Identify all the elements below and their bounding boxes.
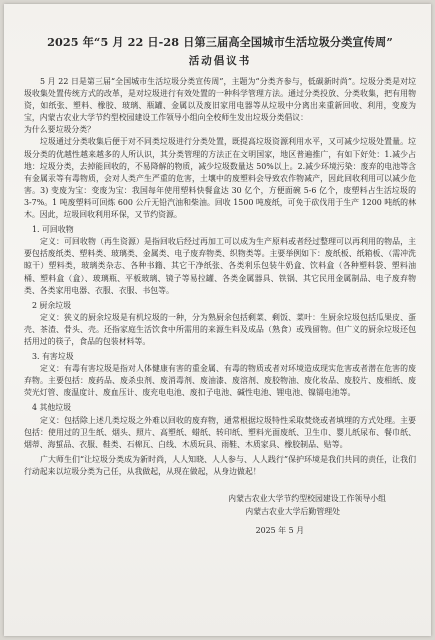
document-subtitle: 活动倡议书	[188, 55, 252, 67]
other-definition: 定义：包括除上述几类垃圾之外难以回收的废弃物，通常根据垃圾特性采取焚烧或者填埋的方式处理。主要包括：使用过的卫生纸、烟头、照片、高塑纸、蜡纸、转印纸、塑料光面废纸、卫生巾、婴儿纸尿布、餐巾纸、烟蒂、海蜇品、衣服、鞋类、石棉瓦、白线、木质玩具、雨鞋、木质家具、橡胶制品、贴等。	[24, 415, 416, 449]
document-body	[24, 34, 416, 537]
section-heading-recyclable: 1. 可回收物	[32, 225, 74, 235]
signature-org-1: 内蒙古农业大学节约型校园建设工作领导小组	[228, 494, 386, 503]
question-heading: 为什么要垃圾分类？	[24, 125, 96, 135]
hazardous-definition: 定义：有毒有害垃圾是指对人体健康有害的重金属、有毒的物质或者对环境造成现实危害或者潜在危害的废弃物。主要包括：废药品、废杀虫剂、废消毒剂、废油漆、废溶剂、废胶物油、废化妆品、废胶片、废相纸、废荧光灯管、废温度计、废血压计、废充电电池、废扣子电池、碱性电池、锂电池、镍镉电池等。	[24, 364, 416, 398]
signature-block	[24, 492, 416, 537]
closing-paragraph: 广大师生们“让垃圾分类成为新时尚，人人知晓、人人参与、人人践行”保护环境是我们共同的责任，让我们行动起来以垃圾分类为己任，从我做起，从现在做起，从身边做起！	[24, 454, 416, 476]
signature-date: 2025 年 5 月	[255, 526, 304, 535]
signature-org-2: 内蒙古农业大学后勤管理处	[245, 507, 340, 516]
benefits-paragraph: 垃圾通过分类收集后便于对不同类垃圾进行分类处置，既提高垃圾资源利用水平，又可减少垃圾处置量。垃圾分类的优越性越来越多的人所认识，其分类管理的方法正在文明国家，地区普遍推广，有如下好处：1.减少占地：垃圾分类，去掉能回收的，不易降解的物质，减少垃圾数量达 50%以上。2.减少环境污染：废弃的电池等含有金属汞等有毒物质，会对人类产生严重的危害，土壤中的废塑料会导致农作物减产，因此回收利用可以减少危害。3) 变废为宝：变废为宝：我国每年使用塑料快餐盒达 30 亿个，方便面碗 5-6 亿个，废塑料占生活垃圾的 3-7%。1 吨废塑料可回炼 600 公斤无铅汽油和柴油。回收 1500 吨废纸，可免于砍伐用于生产 1200 吨纸的林木。因此，垃圾回收利用环保，又节约资源。	[24, 137, 416, 220]
document-title: 2025 年“5 月 22 日-28 日第三届高全国城市生活垃圾分类宣传周”	[47, 35, 393, 49]
section-heading-hazardous: 3. 有害垃圾	[32, 352, 74, 362]
document-page	[4, 4, 431, 636]
intro-paragraph: 5 月 22 日是第三届“全国城市生活垃圾分类宣传周”，主题为“分类齐参与，低碳新时尚”。垃圾分类是对垃圾收集处置传统方式的改革，是对垃圾进行有效处置的一种科学管理方法。通过分类投放、分类收集，把有用物资，如纸张、塑料、橡胶、玻璃、瓶罐、金属以及废旧家用电器等从垃圾中分离出来重新回收、利用，变废为宝，内蒙古农业大学节约型校园建设工作领导小组向全校师生发出垃圾分类倡议：	[24, 77, 416, 123]
kitchen-definition: 定义：狭义的厨余垃圾是有机垃圾的一种，分为熟厨余包括剩菜、剩饭、菜叶：生厨余垃圾包括瓜果皮、蛋壳、茶渣、骨头、壳。还指家庭生活饮食中所需用的来源生料及成品（熟食）或残留物。但广义的厨余垃圾还包括用过的筷子，食品的包装材料等。	[24, 312, 416, 346]
recyclable-definition: 定义：可回收物（再生资源）是指回收后经过再加工可以成为生产原料或者经过整理可以再利用的物品，主要包括废纸类、塑料类、玻璃类、金属类、电子废弃物类、织物类等。主要举例如下：废纸板、纸箱板、（需冲洗晾干）塑料类，玻璃类杂志、各种书籍、其它干净纸张、各类利乐包装牛奶盒、饮料盒（各种塑料袋、塑料油桶、塑料盒（盒）、玻璃瓶、平板玻璃、镜子等易拉罐、各类金属器具、铁锅、其它民用金属制品、电子废弃物类、各类家用电器、衣服、衣服、书包等。	[24, 237, 416, 295]
section-heading-other: 4 其他垃圾	[32, 403, 72, 413]
section-heading-kitchen: 2 厨余垃圾	[32, 300, 72, 310]
